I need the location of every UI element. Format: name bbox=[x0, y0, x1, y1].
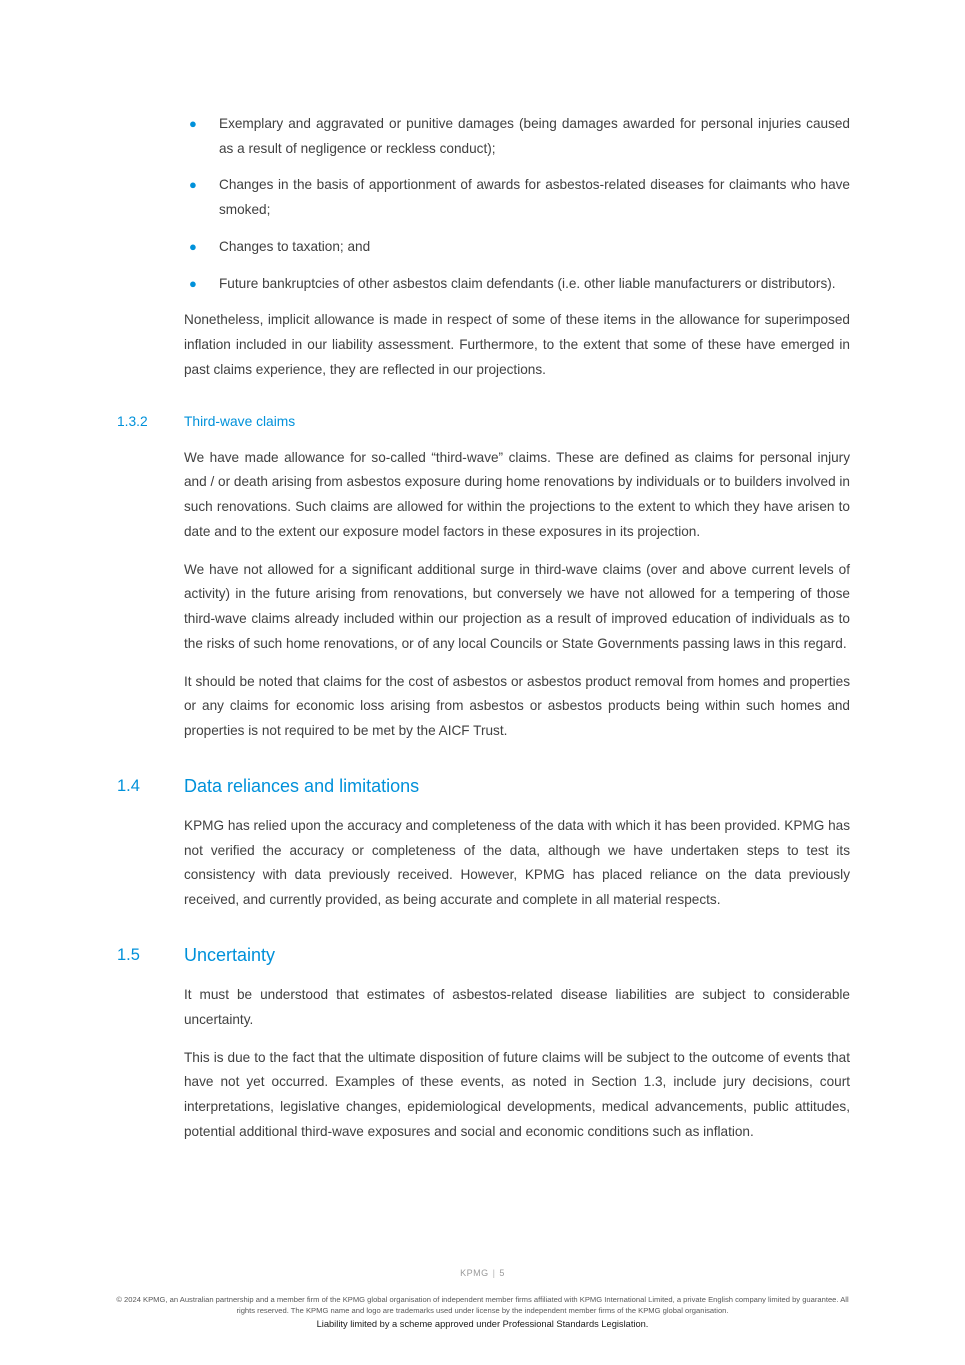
paragraph: It must be understood that estimates of asbestos-related disease liabilities are subject to considerable uncertainty. bbox=[184, 987, 850, 1027]
subsection-heading-1-3-2 bbox=[117, 409, 850, 434]
section-title: Uncertainty bbox=[184, 944, 276, 965]
section-number: 1.4 bbox=[117, 776, 140, 795]
paragraph: Nonetheless, implicit allowance is made in respect of some of these items in the allowance for superimposed inflation included in our liability assessment. Furthermore, to the extent that some of these have emerged in past claims experience, they are reflected in our projections. bbox=[184, 312, 850, 377]
bullet-text: Exemplary and aggravated or punitive damages (being damages awarded for personal injuries caused as a result of negligence or reckless conduct); bbox=[219, 116, 850, 156]
section-heading-1-4 bbox=[117, 774, 850, 799]
bullet-icon: ● bbox=[189, 177, 197, 193]
bullet-icon: ● bbox=[189, 116, 197, 131]
footer-liability-statement: Liability limited by a scheme approved under Professional Standards Legislation. bbox=[316, 1319, 649, 1329]
paragraph: We have made allowance for so-called “third-wave” claims. These are defined as claims for personal injury and / or death arising from asbestos exposure during home renovations by individuals or to builders involved in such renovations. Such claims are allowed for within the projections to the extent to which they have arisen to date and to the extent our exposure model factors in these exposures in its projection. bbox=[184, 449, 850, 539]
section-title: Third-wave claims bbox=[184, 413, 296, 429]
section-number: 1.5 bbox=[117, 945, 140, 964]
paragraph: We have not allowed for a significant additional surge in third-wave claims (over and above current levels of activity) in the future arising from renovations, but conversely we have not allowed for a tempering of those third-wave claims already included within our projection as a result of improved education of individuals as to the risks of such home renovations, or of any local Councils or State Governments passing laws in this regard. bbox=[184, 561, 850, 651]
bullet-icon: ● bbox=[189, 275, 197, 291]
paragraph: It should be noted that claims for the cost of asbestos or asbestos product removal from homes and properties or any claims for economic loss arising from asbestos or asbestos products being within such homes and properties is not required to be met by the AICF Trust. bbox=[184, 673, 850, 739]
paragraph: This is due to the fact that the ultimate disposition of future claims will be subject to the outcome of events that have not yet occurred. Examples of these events, as noted in Section 1.3, include jury decisions, court interpretations, legislative changes, epidemiological developments, medical advancements, public attitudes, potential additional third-wave exposures and social and economic conditions such as inflation. bbox=[184, 1049, 850, 1139]
footer-brand: KPMG bbox=[460, 1268, 489, 1278]
bullet-text: Changes to taxation; and bbox=[219, 238, 371, 254]
page-footer bbox=[0, 1268, 965, 1329]
section-title: Data reliances and limitations bbox=[184, 775, 420, 796]
list-item bbox=[184, 112, 850, 161]
page-number-line bbox=[0, 1268, 965, 1278]
section-heading-1-5 bbox=[117, 943, 850, 968]
page-content bbox=[117, 112, 850, 1158]
footer-separator: | bbox=[492, 1268, 496, 1278]
list-item bbox=[184, 272, 850, 297]
list-item bbox=[184, 235, 850, 260]
page-number: 5 bbox=[499, 1268, 505, 1278]
bullet-icon: ● bbox=[189, 238, 197, 254]
bullet-list bbox=[117, 112, 850, 296]
bullet-text: Changes in the basis of apportionment of awards for asbestos-related diseases for claimants who have smoked; bbox=[219, 177, 850, 218]
paragraph: KPMG has relied upon the accuracy and completeness of the data with which it has been provided. KPMG has not verified the accuracy or completeness of the data, although we have undertaken steps to test its consistency with data previously received. However, KPMG has placed reliance on the data previously received, and currently provided, as being accurate and complete in all material respects. bbox=[184, 817, 850, 908]
bullet-text: Future bankruptcies of other asbestos claim defendants (i.e. other liable manufacturers or distributors). bbox=[219, 275, 836, 291]
footer-disclaimer: © 2024 KPMG, an Australian partnership and a member firm of the KPMG global organisation of independent member firms affiliated with KPMG International Limited, a private English company limited by guarantee. All rights reserved. The KPMG name and logo are trademarks used under license by the independent member firms of the KPMG global organisation. bbox=[116, 1295, 849, 1315]
list-item bbox=[184, 173, 850, 222]
section-number: 1.3.2 bbox=[117, 413, 148, 429]
